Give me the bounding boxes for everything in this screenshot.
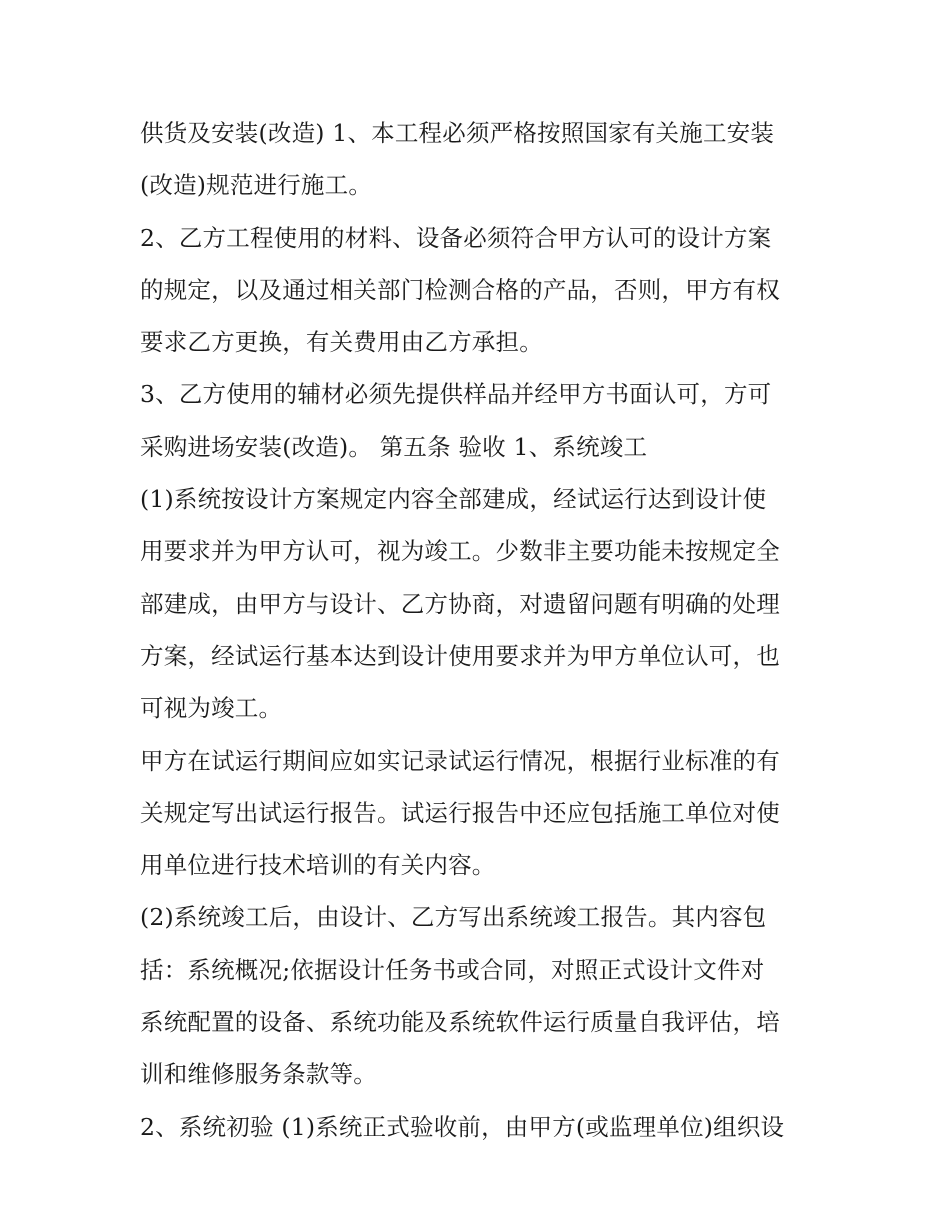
text-line: 系统配置的设备、系统功能及系统软件运行质量自我评估，培	[140, 1008, 780, 1037]
text-line: 甲方在试运行期间应如实记录试运行情况，根据行业标准的有	[140, 746, 780, 775]
text-line: 要求乙方更换，有关费用由乙方承担。	[140, 328, 543, 357]
text-line: 训和维修服务条款等。	[140, 1060, 377, 1089]
text-line: 用单位进行技术培训的有关内容。	[140, 851, 496, 880]
document-body	[140, 107, 820, 1153]
text-line: 方案，经试运行基本达到设计使用要求并为甲方单位认可，也	[140, 641, 780, 670]
text-line: 3、乙方使用的辅材必须先提供样品并经甲方书面认可，方可	[140, 380, 772, 409]
text-line: 供货及安装(改造) 1、本工程必须严格按照国家有关施工安装	[140, 119, 775, 147]
text-line: 的规定，以及通过相关部门检测合格的产品，否则，甲方有权	[140, 275, 780, 304]
text-line: 采购进场安装(改造)。 第五条 验收 1、系统竣工	[140, 432, 648, 461]
text-line: 部建成，由甲方与设计、乙方协商，对遗留问题有明确的处理	[140, 589, 780, 618]
text-line: (2)系统竣工后，由设计、乙方写出系统竣工报告。其内容包	[140, 903, 767, 932]
text-line: 可视为竣工。	[140, 694, 283, 723]
text-line: 关规定写出试运行报告。试运行报告中还应包括施工单位对使	[140, 798, 780, 827]
text-line: 括：系统概况;依据设计任务书或合同，对照正式设计文件对	[140, 955, 765, 984]
text-line: 用要求并为甲方认可，视为竣工。少数非主要功能未按规定全	[140, 537, 780, 566]
text-line: 2、乙方工程使用的材料、设备必须符合甲方认可的设计方案	[140, 223, 772, 252]
text-line: 2、系统初验 (1)系统正式验收前，由甲方(或监理单位)组织设	[140, 1112, 785, 1141]
text-line: (改造)规范进行施工。	[140, 171, 373, 200]
text-line: (1)系统按设计方案规定内容全部建成，经试运行达到设计使	[140, 485, 767, 514]
